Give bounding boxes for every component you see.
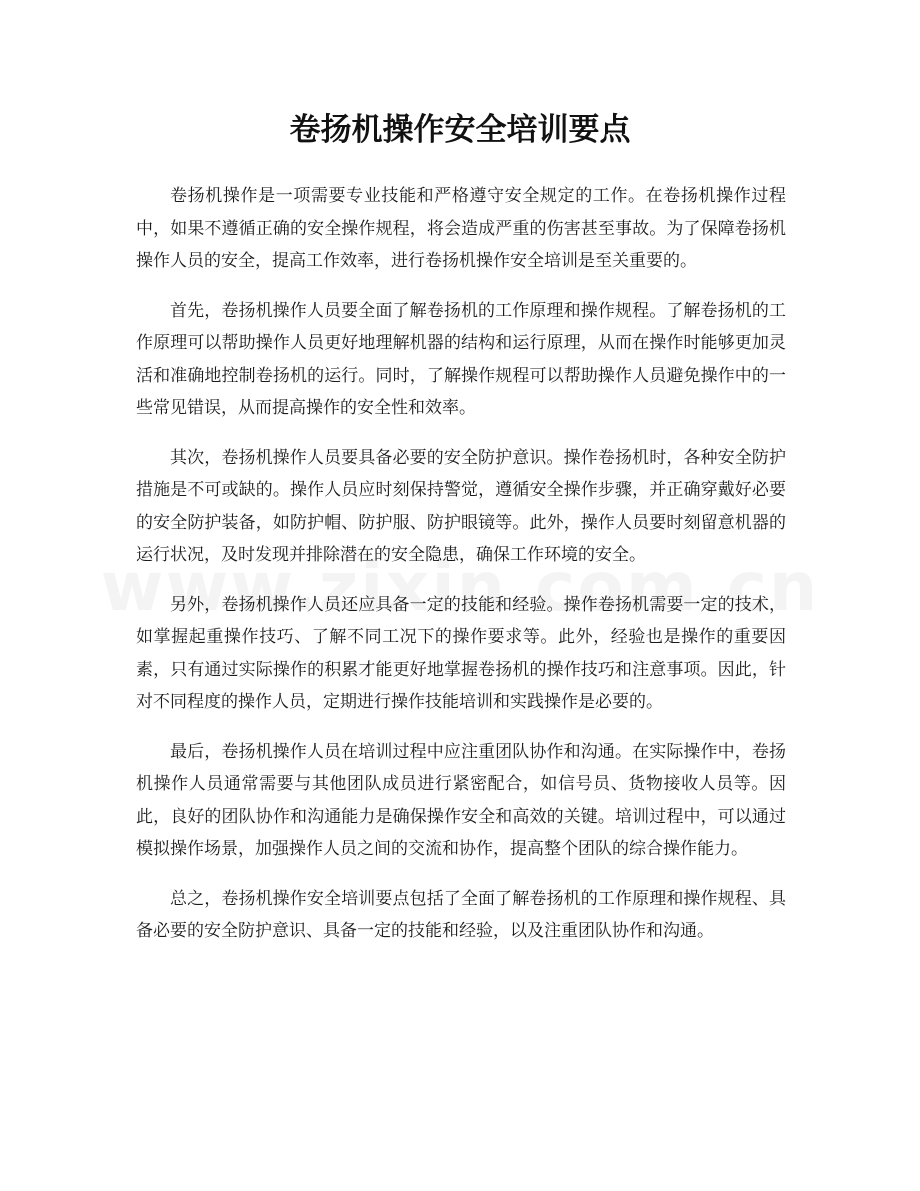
paragraph-second: 其次，卷扬机操作人员要具备必要的安全防护意识。操作卷扬机时，各种安全防护措施是不可或缺的。操作人员应时刻保持警觉，遵循安全操作步骤，并正确穿戴好必要的安全防护装备，如防护帽、防护服、防护眼镜等。此外，操作人员要时刻留意机器的运行状况，及时发现并排除潜在的安全隐患，确保工作环境的安全。	[136, 447, 786, 565]
paragraph-summary: 总之，卷扬机操作安全培训要点包括了全面了解卷扬机的工作原理和操作规程、具备必要的安全防护意识、具备一定的技能和经验，以及注重团队协作和沟通。	[136, 888, 786, 941]
paragraph-first: 首先，卷扬机操作人员要全面了解卷扬机的工作原理和操作规程。了解卷扬机的工作原理可以帮助操作人员更好地理解机器的结构和运行原理，从而在操作时能够更加灵活和准确地控制卷扬机的运行。同时，了解操作规程可以帮助操作人员避免操作中的一些常见错误，从而提高操作的安全性和效率。	[136, 300, 786, 418]
document-title: 卷扬机操作安全培训要点	[289, 112, 631, 148]
paragraph-last: 最后，卷扬机操作人员在培训过程中应注重团队协作和沟通。在实际操作中，卷扬机操作人员通常需要与其他团队成员进行紧密配合，如信号员、货物接收人员等。因此，良好的团队协作和沟通能力是确保操作安全和高效的关键。培训过程中，可以通过模拟操作场景，加强操作人员之间的交流和协作，提高整个团队的综合操作能力。	[136, 741, 786, 859]
paragraph-third: 另外，卷扬机操作人员还应具备一定的技能和经验。操作卷扬机需要一定的技术，如掌握起重操作技巧、了解不同工况下的操作要求等。此外，经验也是操作的重要因素，只有通过实际操作的积累才能更好地掌握卷扬机的操作技巧和注意事项。因此，针对不同程度的操作人员，定期进行操作技能培训和实践操作是必要的。	[136, 594, 786, 712]
paragraph-intro: 卷扬机操作是一项需要专业技能和严格遵守安全规定的工作。在卷扬机操作过程中，如果不遵循正确的安全操作规程，将会造成严重的伤害甚至事故。为了保障卷扬机操作人员的安全，提高工作效率，进行卷扬机操作安全培训是至关重要的。	[136, 186, 786, 271]
document-body	[136, 180, 786, 965]
